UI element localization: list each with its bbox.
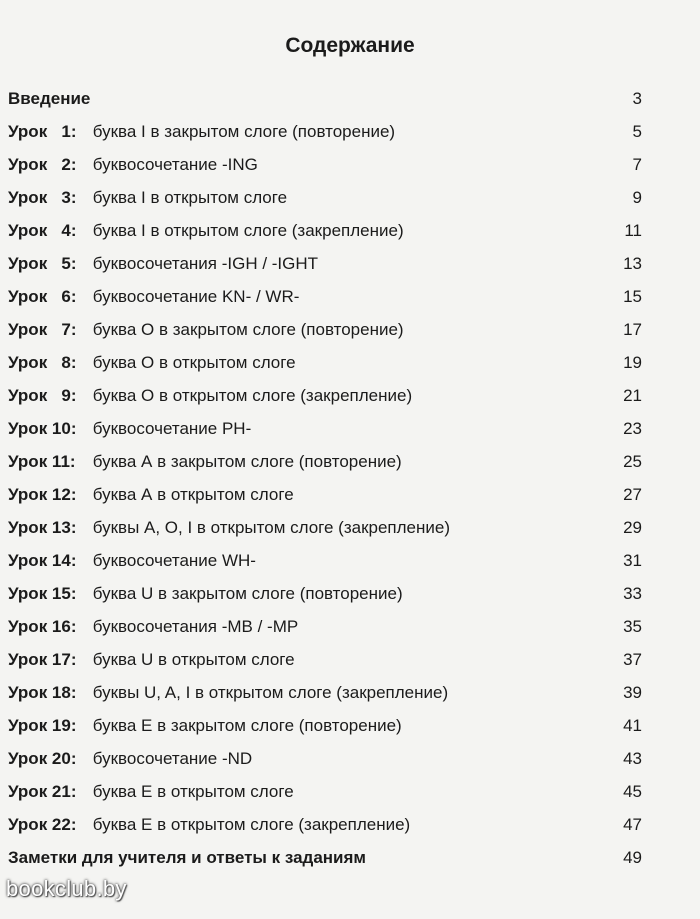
toc-entry-lesson [8, 546, 642, 576]
toc-entry-lesson [8, 249, 642, 279]
toc-entry-text: буква E в открытом слоге [92, 782, 294, 801]
toc-entry-lesson [8, 447, 642, 477]
toc-entry-lesson [8, 216, 642, 246]
toc-entry-text: буква I в открытом слоге [92, 188, 288, 207]
toc-entry-page: 5 [632, 122, 642, 141]
toc-entry-text: буквосочетание WH- [92, 551, 256, 570]
toc-entry-text: буква О в закрытом слоге (повторение) [92, 320, 404, 339]
toc-entry-text: буквосочетание PH- [92, 419, 252, 438]
toc-entry-page: 43 [623, 749, 642, 768]
toc-entry-page: 23 [623, 419, 642, 438]
toc-entry-text: буква E в открытом слоге (закрепление) [92, 815, 411, 834]
toc-entry-label: Урок 7: [8, 320, 77, 339]
toc-entry-label: Урок 9: [8, 386, 77, 405]
toc-entry-lesson [8, 810, 642, 840]
toc-entry-lesson [8, 150, 642, 180]
toc-entry-page: 29 [623, 518, 642, 537]
watermark: bookclub.by [6, 876, 127, 901]
toc-entry-page: 19 [623, 353, 642, 372]
toc-entry-label: Урок 22: [8, 815, 77, 834]
page-title: Содержание [285, 34, 415, 57]
toc-entry-page: 3 [632, 89, 642, 108]
toc-entry-label: Урок 6: [8, 287, 77, 306]
toc-entry-page: 9 [632, 188, 642, 207]
toc-entry-lesson [8, 381, 642, 411]
toc-entry-page: 25 [623, 452, 642, 471]
toc-entry-page: 21 [623, 386, 642, 405]
toc-entry-text: буквосочетания -MB / -MP [92, 617, 299, 636]
toc-entry-text: буква А в закрытом слоге (повторение) [92, 452, 402, 471]
toc-entry-page: 45 [623, 782, 642, 801]
toc-entry-label: Урок 5: [8, 254, 77, 273]
toc-entry-label: Урок 15: [8, 584, 77, 603]
toc-entry-label: Урок 21: [8, 782, 77, 801]
toc-entry-text: буквосочетание -ING [92, 155, 258, 174]
toc-entry-page: 27 [623, 485, 642, 504]
toc-entry-intro [8, 84, 642, 114]
toc-entry-label: Урок 1: [8, 122, 77, 141]
toc-entry-text: буква I в открытом слоге (закрепление) [92, 221, 404, 240]
toc-entry-notes [8, 843, 642, 873]
toc-entry-page: 11 [624, 221, 642, 240]
toc-entry-page: 7 [632, 155, 642, 174]
toc-entry-page: 33 [623, 584, 642, 603]
toc-entry-lesson [8, 711, 642, 741]
toc-entry-lesson [8, 183, 642, 213]
toc-entry-label: Урок 19: [8, 716, 77, 735]
toc-entry-lesson [8, 315, 642, 345]
toc-entry-lesson [8, 282, 642, 312]
toc-entry-label: Урок 10: [8, 419, 77, 438]
toc-entry-lesson [8, 612, 642, 642]
toc-entry-page: 35 [623, 617, 642, 636]
toc-entry-label: Урок 13: [8, 518, 77, 537]
toc-entry-label: Урок 12: [8, 485, 77, 504]
toc-entry-page: 47 [623, 815, 642, 834]
toc-entry-page: 13 [623, 254, 642, 273]
toc-entry-label: Урок 14: [8, 551, 77, 570]
toc-entry-page: 17 [623, 320, 642, 339]
toc-entry-text: буквосочетания -IGH / -IGHT [92, 254, 319, 273]
toc-entry-lesson [8, 777, 642, 807]
toc-entry-text: буква E в закрытом слоге (повторение) [92, 716, 402, 735]
toc-entry-page: 15 [623, 287, 642, 306]
toc-entry-page: 37 [623, 650, 642, 669]
toc-entry-text: буквы A, O, I в открытом слоге (закрепление) [92, 518, 451, 537]
toc-entry-label: Урок 18: [8, 683, 77, 702]
toc-entry-label: Урок 20: [8, 749, 77, 768]
toc-entry-page: 41 [623, 716, 642, 735]
toc-entry-text: буква О в открытом слоге (закрепление) [92, 386, 413, 405]
toc-entry-text: буквосочетание KN- / WR- [92, 287, 300, 306]
toc-entry-text: буквы U, A, I в открытом слоге (закрепление) [92, 683, 449, 702]
toc-entry-label: Урок 16: [8, 617, 77, 636]
toc-entry-label: Урок 11: [8, 452, 76, 471]
toc-entry-label: Заметки для учителя и ответы к заданиям [8, 848, 367, 867]
toc-entry-label: Введение [8, 89, 91, 108]
toc-entry-label: Урок 17: [8, 650, 77, 669]
toc-entry-label: Урок 4: [8, 221, 77, 240]
toc-entry-text: буква О в открытом слоге [92, 353, 296, 372]
toc-entry-page: 49 [623, 848, 642, 867]
toc-entry-lesson [8, 645, 642, 675]
toc-entry-text: буквосочетание -ND [92, 749, 253, 768]
toc-entry-lesson [8, 678, 642, 708]
toc-entry-lesson [8, 414, 642, 444]
toc-entry-label: Урок 2: [8, 155, 77, 174]
toc-entry-text: буква U в закрытом слоге (повторение) [92, 584, 403, 603]
toc-entry-lesson [8, 348, 642, 378]
toc-entry-page: 39 [623, 683, 642, 702]
toc-entry-lesson [8, 513, 642, 543]
toc-entry-lesson [8, 117, 642, 147]
toc-entry-label: Урок 8: [8, 353, 77, 372]
toc-entry-lesson [8, 579, 642, 609]
toc-entry-label: Урок 3: [8, 188, 77, 207]
toc-entry-text: буква А в открытом слоге [92, 485, 294, 504]
toc-entry-page: 31 [623, 551, 642, 570]
toc-entry-text: буква I в закрытом слоге (повторение) [92, 122, 396, 141]
toc-entry-text: буква U в открытом слоге [92, 650, 295, 669]
toc-entry-lesson [8, 480, 642, 510]
toc-entry-lesson [8, 744, 642, 774]
